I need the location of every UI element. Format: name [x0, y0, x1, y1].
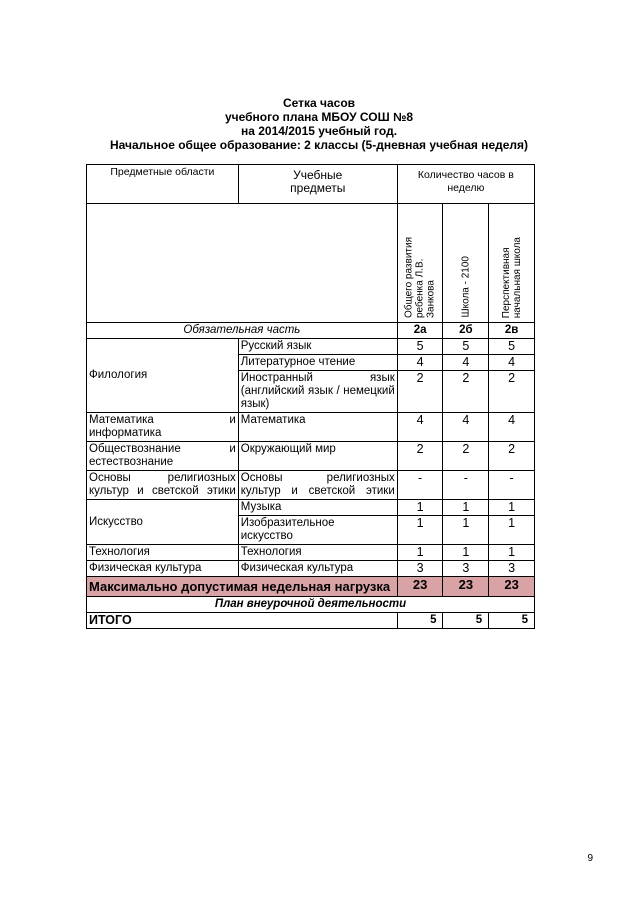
table-row — [87, 442, 535, 471]
area-tech: Технология — [87, 545, 239, 561]
value-cell: 2 — [489, 442, 535, 471]
table-header-row — [87, 165, 535, 204]
max-load-value: 23 — [443, 577, 489, 597]
subject-world: Окружающий мир — [238, 442, 397, 471]
title-line-1: Сетка часов — [282, 96, 356, 110]
value-cell: 4 — [397, 355, 443, 371]
programs-empty-cell — [87, 204, 398, 323]
page-number: 9 — [587, 853, 593, 864]
title-line-4: Начальное общее образование: 2 классы (5-дневная учебная неделя) — [109, 138, 529, 152]
value-cell: 5 — [397, 339, 443, 355]
total-value: 5 — [489, 613, 535, 629]
value-cell: 2 — [489, 371, 535, 413]
value-cell: 4 — [489, 355, 535, 371]
value-cell: 1 — [443, 545, 489, 561]
program-perspective-cell — [489, 204, 535, 323]
program-perspective: Перспективная начальная школа — [500, 236, 523, 318]
area-arts: Искусство — [87, 500, 239, 545]
total-row — [87, 613, 535, 629]
curriculum-table — [86, 164, 535, 629]
class-2b: 2б — [443, 323, 489, 339]
title-line-2: учебного плана МБОУ СОШ №8 — [224, 110, 414, 124]
max-load-label: Максимально допустимая недельная нагрузка — [87, 577, 398, 597]
max-load-row — [87, 577, 535, 597]
extracurricular-label: План внеурочной деятельности — [87, 597, 535, 613]
total-value: 5 — [397, 613, 443, 629]
table-row — [87, 413, 535, 442]
program-zankov-cell — [397, 204, 443, 323]
area-math: Математика и информатика — [87, 413, 239, 442]
value-cell: 5 — [489, 339, 535, 355]
table-row — [87, 500, 535, 516]
area-pe: Физическая культура — [87, 561, 239, 577]
class-2a: 2а — [397, 323, 443, 339]
value-cell: 1 — [489, 545, 535, 561]
class-2v: 2в — [489, 323, 535, 339]
program-zankov: Общего развития ребенка Л.В. Занкова — [403, 236, 437, 318]
subject-religion: Основы религиозных культур и светской этики — [238, 471, 397, 500]
value-cell: 1 — [397, 545, 443, 561]
subject-fine-arts: Изобразительное искусство — [238, 516, 397, 545]
extracurricular-row — [87, 597, 535, 613]
value-cell: 1 — [489, 500, 535, 516]
value-cell: 5 — [443, 339, 489, 355]
value-cell: 2 — [443, 442, 489, 471]
total-value: 5 — [443, 613, 489, 629]
programs-row — [87, 204, 535, 323]
value-cell: 2 — [397, 371, 443, 413]
table-row — [87, 545, 535, 561]
value-cell: 2 — [443, 371, 489, 413]
title-line-3: на 2014/2015 учебный год. — [240, 124, 398, 138]
value-cell: 3 — [397, 561, 443, 577]
area-religion: Основы религиозных культур и светской этики — [87, 471, 239, 500]
program-school2100: Школа - 2100 — [460, 256, 472, 318]
value-cell: - — [443, 471, 489, 500]
subject-literature: Литературное чтение — [238, 355, 397, 371]
program-school2100-cell — [443, 204, 489, 323]
subject-tech: Технология — [238, 545, 397, 561]
value-cell: 1 — [489, 516, 535, 545]
document-title — [0, 96, 638, 152]
table-row — [87, 561, 535, 577]
header-areas: Предметные области — [87, 165, 239, 204]
mandatory-label: Обязательная часть — [87, 323, 398, 339]
value-cell: - — [397, 471, 443, 500]
value-cell: 4 — [443, 355, 489, 371]
value-cell: 3 — [443, 561, 489, 577]
area-philology: Филология — [87, 339, 239, 413]
value-cell: 4 — [443, 413, 489, 442]
value-cell: 4 — [489, 413, 535, 442]
value-cell: 1 — [443, 500, 489, 516]
value-cell: 3 — [489, 561, 535, 577]
value-cell: 1 — [397, 500, 443, 516]
area-social: Обществознание и естествознание — [87, 442, 239, 471]
header-hours: Количество часов в неделю — [397, 165, 534, 204]
subject-russian: Русский язык — [238, 339, 397, 355]
total-label: ИТОГО — [87, 613, 398, 629]
subject-foreign-language: Иностранный язык (английский язык / немецкий язык) — [238, 371, 397, 413]
value-cell: 4 — [397, 413, 443, 442]
mandatory-row — [87, 323, 535, 339]
subject-music: Музыка — [238, 500, 397, 516]
value-cell: - — [489, 471, 535, 500]
max-load-value: 23 — [489, 577, 535, 597]
value-cell: 1 — [443, 516, 489, 545]
subject-math: Математика — [238, 413, 397, 442]
table-row — [87, 471, 535, 500]
header-subjects: Учебные предметы — [238, 165, 397, 204]
value-cell: 1 — [397, 516, 443, 545]
max-load-value: 23 — [397, 577, 443, 597]
subject-pe: Физическая культура — [238, 561, 397, 577]
table-row — [87, 339, 535, 355]
value-cell: 2 — [397, 442, 443, 471]
